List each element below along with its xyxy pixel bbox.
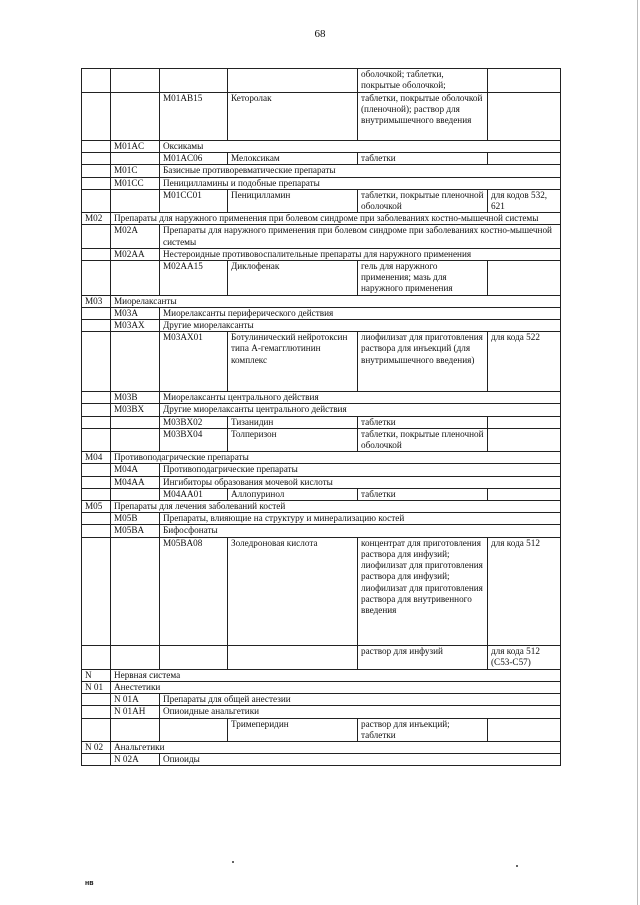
table-cell: [82, 513, 111, 525]
table-row: [82, 501, 561, 513]
table-row: [82, 392, 561, 404]
table-cell: для кодов 532, 621: [488, 189, 561, 212]
table-cell: раствор для инфузий: [358, 645, 488, 669]
table-cell: [111, 428, 160, 451]
table-cell: таблетки: [358, 416, 488, 428]
table-cell: [488, 69, 561, 93]
table-cell: [488, 93, 561, 141]
table-row: [82, 488, 561, 500]
table-cell: N 01A: [111, 694, 160, 706]
group-label-cell: Препараты для лечения заболеваний костей: [111, 501, 561, 513]
group-label-cell: Миорелаксанты центрального действия: [160, 392, 561, 404]
table-cell: [82, 307, 111, 319]
table-cell: N 02A: [111, 754, 160, 766]
table-cell: [160, 69, 228, 93]
table-cell: Тримеперидин: [228, 718, 358, 741]
table-cell: M01AC06: [160, 153, 228, 165]
table-cell: M02AA15: [160, 261, 228, 296]
table-cell: [111, 69, 160, 93]
table-cell: M01AC: [111, 141, 160, 153]
table-cell: таблетки: [358, 153, 488, 165]
table-row: [82, 513, 561, 525]
table-row: [82, 404, 561, 416]
table-row: [82, 452, 561, 464]
table-cell: M05: [82, 501, 111, 513]
group-label-cell: Другие миорелаксанты: [160, 320, 561, 332]
table-cell: Ботулинический нейротоксин типа А-гемагглютинин комплекс: [228, 332, 358, 392]
scan-dot: [232, 861, 234, 863]
table-row: [82, 476, 561, 488]
table-cell: для кода 522: [488, 332, 561, 392]
table-cell: M03BX: [111, 404, 160, 416]
table-row: [82, 681, 561, 693]
footer-mark: нв: [85, 880, 94, 887]
table-row: [82, 754, 561, 766]
table-cell: Диклофенак: [228, 261, 358, 296]
table-cell: концентрат для приготовления раствора для инфузий; лиофилизат для приготовления раствора для инфузий; лиофилизат для приготовления раствора для внутривенного введения: [358, 537, 488, 645]
group-label-cell: Ингибиторы образования мочевой кислоты: [160, 476, 561, 488]
table-row: [82, 464, 561, 476]
table-cell: M04AA01: [160, 488, 228, 500]
table-cell: M04AA: [111, 476, 160, 488]
group-label-cell: Базисные противоревматические препараты: [160, 165, 561, 177]
table-cell: [488, 488, 561, 500]
table-cell: M03AX: [111, 320, 160, 332]
table-cell: M04A: [111, 464, 160, 476]
group-label-cell: Оксикамы: [160, 141, 561, 153]
table-cell: [82, 93, 111, 141]
table-row: [82, 189, 561, 212]
table-cell: [488, 428, 561, 451]
table-row: [82, 537, 561, 645]
table-row: [82, 718, 561, 741]
table-cell: [82, 525, 111, 537]
table-cell: для кода 512 (C53-C57): [488, 645, 561, 669]
table-cell: Тизанидин: [228, 416, 358, 428]
table-cell: M01CC01: [160, 189, 228, 212]
table-row: [82, 225, 561, 248]
table-cell: [228, 69, 358, 93]
table-cell: [82, 189, 111, 212]
group-label-cell: Препараты для наружного применения при болевом синдроме при заболеваниях костно-мышечной системы: [111, 213, 561, 225]
group-label-cell: Пеницилламины и подобные препараты: [160, 177, 561, 189]
table-cell: оболочкой; таблетки, покрытые оболочкой;: [358, 69, 488, 93]
table-cell: [82, 248, 111, 260]
table-cell: [82, 428, 111, 451]
group-label-cell: Нервная система: [111, 669, 561, 681]
table-cell: [111, 537, 160, 645]
table-cell: Мелоксикам: [228, 153, 358, 165]
table-cell: [160, 718, 228, 741]
table-row: [82, 165, 561, 177]
table-row: [82, 69, 561, 93]
table-cell: M03A: [111, 307, 160, 319]
table-cell: [82, 476, 111, 488]
table-cell: [111, 488, 160, 500]
table-cell: M04: [82, 452, 111, 464]
table-row: [82, 525, 561, 537]
table-cell: [82, 488, 111, 500]
table-cell: N: [82, 669, 111, 681]
table-row: [82, 669, 561, 681]
table-cell: M05BA08: [160, 537, 228, 645]
table-row: [82, 320, 561, 332]
table-cell: гель для наружного применения; мазь для наружного применения: [358, 261, 488, 296]
table-cell: таблетки, покрытые оболочкой (пленочной); раствор для внутримышечного введения: [358, 93, 488, 141]
group-label-cell: Опиоиды: [160, 754, 561, 766]
table-cell: раствор для инъекций; таблетки: [358, 718, 488, 741]
table-cell: [82, 416, 111, 428]
table-cell: [488, 718, 561, 741]
table-cell: [82, 694, 111, 706]
table-cell: [228, 645, 358, 669]
group-label-cell: Опиоидные анальгетики: [160, 706, 561, 718]
table-cell: M03: [82, 295, 111, 307]
table-cell: [82, 392, 111, 404]
table-row: [82, 645, 561, 669]
table-row: [82, 295, 561, 307]
table-cell: [111, 332, 160, 392]
group-label-cell: Противоподагрические препараты: [111, 452, 561, 464]
table-row: [82, 416, 561, 428]
table-row: [82, 428, 561, 451]
table-cell: Кеторолак: [228, 93, 358, 141]
scan-dot: [516, 865, 518, 867]
table-cell: [82, 404, 111, 416]
table-cell: Толперизон: [228, 428, 358, 451]
group-label-cell: Препараты для общей анестезии: [160, 694, 561, 706]
group-label-cell: Другие миорелаксанты центрального действия: [160, 404, 561, 416]
table-cell: [160, 645, 228, 669]
table-cell: таблетки, покрытые пленочной оболочкой: [358, 428, 488, 451]
table-row: [82, 332, 561, 392]
group-label-cell: Препараты, влияющие на структуру и минерализацию костей: [160, 513, 561, 525]
table-cell: M01C: [111, 165, 160, 177]
table-cell: N 01: [82, 681, 111, 693]
group-label-cell: Миорелаксанты: [111, 295, 561, 307]
table-cell: [488, 261, 561, 296]
table-cell: M03BX04: [160, 428, 228, 451]
table-cell: [82, 69, 111, 93]
table-cell: [82, 537, 111, 645]
table-cell: [82, 464, 111, 476]
table-cell: M05B: [111, 513, 160, 525]
table-cell: [82, 261, 111, 296]
table-cell: таблетки: [358, 488, 488, 500]
table-cell: M02A: [111, 225, 160, 248]
table-cell: [82, 332, 111, 392]
table-row: [82, 213, 561, 225]
table-row: [82, 177, 561, 189]
table-cell: Золедроновая кислота: [228, 537, 358, 645]
group-label-cell: Анестетики: [111, 681, 561, 693]
scan-edge: [637, 0, 638, 905]
table-cell: [82, 718, 111, 741]
table-cell: [82, 165, 111, 177]
table-cell: [488, 416, 561, 428]
table-cell: M02: [82, 213, 111, 225]
group-label-cell: Анальгетики: [111, 741, 561, 753]
table-cell: M01CC: [111, 177, 160, 189]
table-cell: [82, 225, 111, 248]
group-label-cell: Бифосфонаты: [160, 525, 561, 537]
table-cell: [111, 189, 160, 212]
table-row: [82, 741, 561, 753]
page-number: 68: [314, 28, 326, 40]
table-row: [82, 248, 561, 260]
group-label-cell: Препараты для наружного применения при болевом синдроме при заболеваниях костно-мышечной системы: [160, 225, 561, 248]
table-row: [82, 153, 561, 165]
group-label-cell: Нестероидные противовоспалительные препараты для наружного применения: [160, 248, 561, 260]
table-cell: [82, 754, 111, 766]
table-row: [82, 694, 561, 706]
table-cell: M03B: [111, 392, 160, 404]
table-row: [82, 141, 561, 153]
table-cell: [111, 718, 160, 741]
table-cell: M02AA: [111, 248, 160, 260]
table-cell: [82, 320, 111, 332]
drug-list-table: [81, 68, 561, 766]
table-cell: [111, 645, 160, 669]
table-cell: M03BX02: [160, 416, 228, 428]
table-cell: [82, 706, 111, 718]
group-label-cell: Миорелаксанты периферического действия: [160, 307, 561, 319]
table-cell: M05BA: [111, 525, 160, 537]
table-cell: [111, 93, 160, 141]
table-body: [82, 69, 561, 766]
table-cell: Пеницилламин: [228, 189, 358, 212]
table-cell: таблетки, покрытые пленочной оболочкой: [358, 189, 488, 212]
table-cell: Аллопуринол: [228, 488, 358, 500]
table-cell: для кода 512: [488, 537, 561, 645]
table-cell: M03AX01: [160, 332, 228, 392]
table-row: [82, 261, 561, 296]
table-row: [82, 307, 561, 319]
table-cell: [111, 153, 160, 165]
table-cell: M01AB15: [160, 93, 228, 141]
table-cell: [111, 416, 160, 428]
table-cell: [82, 645, 111, 669]
table-cell: [82, 177, 111, 189]
table-row: [82, 93, 561, 141]
table-row: [82, 706, 561, 718]
group-label-cell: Противоподагрические препараты: [160, 464, 561, 476]
table-cell: лиофилизат для приготовления раствора для инъекций (для внутримышечного введения): [358, 332, 488, 392]
table-cell: N 01AH: [111, 706, 160, 718]
table-cell: [82, 141, 111, 153]
table-cell: [488, 153, 561, 165]
table-cell: N 02: [82, 741, 111, 753]
table-cell: [82, 153, 111, 165]
table-cell: [111, 261, 160, 296]
